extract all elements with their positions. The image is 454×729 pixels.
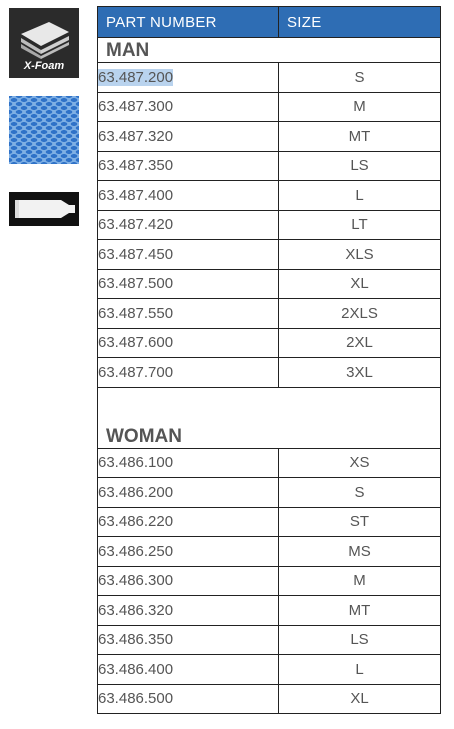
size-cell: XL xyxy=(279,684,441,714)
part-number-cell: 63.486.400 xyxy=(98,655,279,685)
table-row xyxy=(98,507,441,537)
size-cell: 3XL xyxy=(279,358,441,388)
size-cell: XS xyxy=(279,448,441,478)
section-label-man: MAN xyxy=(98,38,441,63)
size-cell: M xyxy=(279,92,441,122)
header-size: SIZE xyxy=(279,7,441,38)
table-row xyxy=(98,537,441,567)
size-cell: LS xyxy=(279,151,441,181)
size-cell: MT xyxy=(279,596,441,626)
part-number-cell: 63.487.350 xyxy=(98,151,279,181)
table-row xyxy=(98,596,441,626)
part-number-cell: 63.487.320 xyxy=(98,122,279,152)
size-cell: ST xyxy=(279,507,441,537)
xfoam-label: X-Foam xyxy=(23,60,65,72)
mesh-fabric-icon xyxy=(9,96,79,164)
part-number-cell: 63.487.700 xyxy=(98,358,279,388)
size-cell: M xyxy=(279,566,441,596)
size-cell: LT xyxy=(279,210,441,240)
table-row xyxy=(98,63,441,93)
table-row xyxy=(98,625,441,655)
part-number-cell: 63.487.450 xyxy=(98,240,279,270)
part-number-cell: 63.486.250 xyxy=(98,537,279,567)
size-cell: L xyxy=(279,655,441,685)
table-row xyxy=(98,181,441,211)
part-number-table xyxy=(97,6,441,714)
size-cell: MT xyxy=(279,122,441,152)
part-number-cell: 63.486.220 xyxy=(98,507,279,537)
header-part-number: PART NUMBER xyxy=(98,7,279,38)
size-cell: LS xyxy=(279,625,441,655)
part-number-cell: 63.486.100 xyxy=(98,448,279,478)
part-number-cell: 63.486.200 xyxy=(98,478,279,508)
table-header-row xyxy=(98,7,441,38)
part-number-cell xyxy=(98,63,279,93)
table-row xyxy=(98,122,441,152)
selected-text-highlight: 63.487.200 xyxy=(98,68,174,86)
size-cell: L xyxy=(279,181,441,211)
size-cell: XL xyxy=(279,269,441,299)
table-row xyxy=(98,566,441,596)
section-woman xyxy=(98,387,441,448)
glue-tube-icon xyxy=(9,192,79,226)
size-cell: 2XLS xyxy=(279,299,441,329)
table-row xyxy=(98,655,441,685)
table-row xyxy=(98,358,441,388)
glue-tube-shape xyxy=(9,192,79,226)
section-man xyxy=(98,38,441,63)
part-number-cell: 63.486.300 xyxy=(98,566,279,596)
man-rows xyxy=(98,63,441,388)
table-row xyxy=(98,92,441,122)
table-row xyxy=(98,684,441,714)
xfoam-icon xyxy=(9,8,79,78)
table-row xyxy=(98,151,441,181)
part-number-cell: 63.486.350 xyxy=(98,625,279,655)
table-row xyxy=(98,269,441,299)
part-number-cell: 63.487.550 xyxy=(98,299,279,329)
part-number-cell: 63.487.300 xyxy=(98,92,279,122)
table-row xyxy=(98,478,441,508)
woman-rows xyxy=(98,448,441,714)
part-number-cell: 63.486.500 xyxy=(98,684,279,714)
size-cell: XLS xyxy=(279,240,441,270)
table-row xyxy=(98,448,441,478)
size-cell: S xyxy=(279,478,441,508)
table-row xyxy=(98,328,441,358)
table-row xyxy=(98,299,441,329)
part-number-cell: 63.487.600 xyxy=(98,328,279,358)
part-number-cell: 63.486.320 xyxy=(98,596,279,626)
part-number-cell: 63.487.420 xyxy=(98,210,279,240)
table-row xyxy=(98,240,441,270)
part-number-cell: 63.487.400 xyxy=(98,181,279,211)
part-number-cell: 63.487.500 xyxy=(98,269,279,299)
section-label-woman: WOMAN xyxy=(98,387,441,448)
table-row xyxy=(98,210,441,240)
size-cell: S xyxy=(279,63,441,93)
size-cell: 2XL xyxy=(279,328,441,358)
size-cell: MS xyxy=(279,537,441,567)
